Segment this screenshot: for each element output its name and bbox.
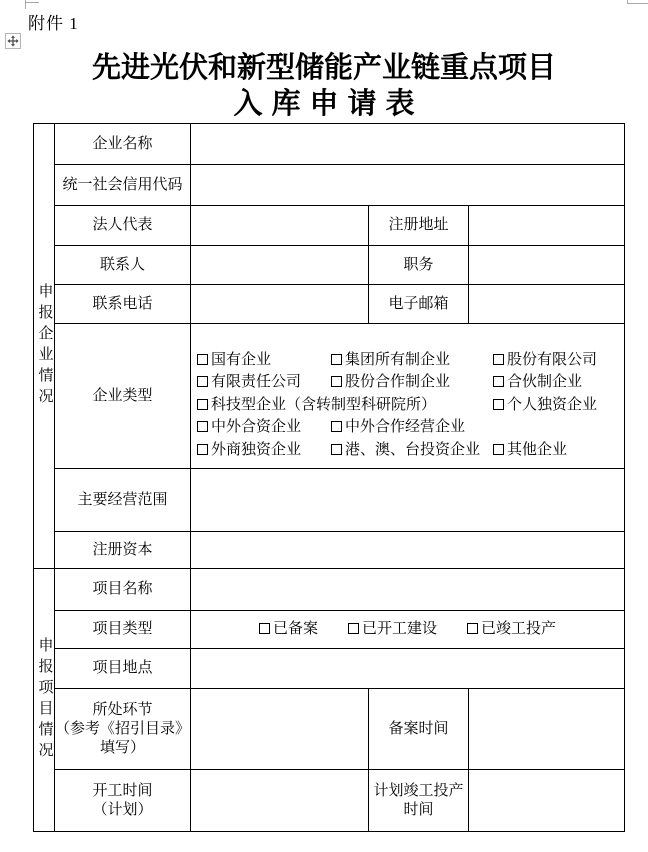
- input-cell-completion-time[interactable]: [469, 770, 625, 832]
- label-legal-rep: 法人代表: [55, 206, 191, 246]
- input-cell-contact-person[interactable]: [191, 246, 369, 285]
- checkbox-icon: [197, 376, 208, 387]
- checkbox-option-stock-cooperative[interactable]: [331, 371, 450, 394]
- checkbox-option-tech-enterprise[interactable]: [197, 394, 436, 417]
- input-cell-legal-rep[interactable]: [191, 206, 369, 246]
- checkbox-label: 有限责任公司: [211, 374, 302, 391]
- table-move-handle[interactable]: [5, 33, 21, 49]
- checkbox-icon: [197, 444, 208, 455]
- checkbox-option-sole-proprietorship[interactable]: [493, 394, 597, 417]
- checkbox-icon: [493, 399, 504, 410]
- checkbox-icon: [331, 444, 342, 455]
- label-start-time-line1: 开工时间: [92, 782, 153, 799]
- input-cell-job-title[interactable]: [469, 246, 625, 285]
- label-project-location: 项目地点: [55, 649, 191, 689]
- input-cell-email[interactable]: [469, 285, 625, 324]
- checkbox-option-construction-started[interactable]: [348, 620, 437, 639]
- input-cell-phone[interactable]: [191, 285, 369, 324]
- checkbox-icon: [197, 399, 208, 410]
- label-business-scope: 主要经营范围: [55, 469, 191, 532]
- input-cell-filing-time[interactable]: [469, 689, 625, 770]
- checkbox-option-hk-mo-tw-invested[interactable]: [331, 439, 480, 462]
- company-type-row: [197, 371, 624, 394]
- checkbox-label: 集团所有制企业: [345, 351, 451, 368]
- move-icon: [7, 35, 19, 47]
- checkbox-option-limited-liability[interactable]: [197, 371, 301, 394]
- label-credit-code: 统一社会信用代码: [55, 165, 191, 206]
- input-cell-project-location[interactable]: [191, 649, 625, 689]
- label-phone: 联系电话: [55, 285, 191, 324]
- section-label-enterprise: 申报企业情况: [36, 283, 53, 409]
- text-boundary-mark-top-right: [627, 0, 628, 4]
- application-form-table: [33, 123, 625, 832]
- label-chain-link-line3: 填写）: [99, 739, 145, 756]
- input-cell-start-time[interactable]: [191, 770, 369, 832]
- label-project-type: 项目类型: [55, 611, 191, 649]
- checkbox-icon: [467, 623, 478, 634]
- checkbox-label: 国有企业: [211, 351, 272, 368]
- checkbox-option-partnership[interactable]: [493, 371, 582, 394]
- input-cell-company-name[interactable]: [191, 124, 625, 165]
- checkbox-icon: [493, 444, 504, 455]
- checkbox-label: 已竣工投产: [481, 621, 557, 637]
- checkbox-option-other-enterprise[interactable]: [493, 439, 567, 462]
- checkbox-option-joint-stock-ltd[interactable]: [493, 349, 597, 372]
- label-reg-address: 注册地址: [369, 206, 469, 246]
- section-cell-project: [34, 569, 55, 832]
- section-label-project: 申报项目情况: [36, 637, 53, 763]
- checkbox-icon: [348, 623, 359, 634]
- form-title-line2: 入库申请表: [233, 88, 424, 120]
- company-type-row: [197, 439, 624, 462]
- checkbox-option-completed-production[interactable]: [467, 620, 556, 639]
- input-cell-reg-capital[interactable]: [191, 532, 625, 569]
- input-cell-reg-address[interactable]: [469, 206, 625, 246]
- label-project-name: 项目名称: [55, 569, 191, 611]
- input-cell-project-name[interactable]: [191, 569, 625, 611]
- checkbox-label: 合伙制企业: [507, 374, 583, 391]
- label-completion-time: [369, 770, 469, 832]
- label-reg-capital: 注册资本: [55, 532, 191, 569]
- input-cell-credit-code[interactable]: [191, 165, 625, 206]
- company-type-row: [197, 416, 624, 439]
- label-chain-link: [55, 689, 191, 770]
- project-type-options-cell: [191, 611, 625, 649]
- form-title: [0, 50, 648, 122]
- checkbox-icon: [197, 354, 208, 365]
- label-start-time-line2: （计划）: [92, 801, 153, 818]
- section-cell-enterprise: [34, 124, 55, 569]
- checkbox-icon: [493, 354, 504, 365]
- company-type-options-cell: [191, 324, 625, 469]
- label-contact-person: 联系人: [55, 246, 191, 285]
- checkbox-label: 股份有限公司: [507, 351, 598, 368]
- checkbox-label: 个人独资企业: [507, 396, 598, 413]
- checkbox-icon: [493, 376, 504, 387]
- label-completion-time-line1: 计划竣工投产: [373, 782, 464, 799]
- label-job-title: 职务: [369, 246, 469, 285]
- checkbox-icon: [331, 376, 342, 387]
- label-start-time: [55, 770, 191, 832]
- input-cell-chain-link[interactable]: [191, 689, 369, 770]
- checkbox-label: 已备案: [272, 621, 318, 637]
- label-chain-link-line2: （参考《招引目录》: [55, 720, 191, 737]
- checkbox-label: 港、澳、台投资企业: [345, 441, 481, 458]
- form-title-line1: 先进光伏和新型储能产业链重点项目: [91, 52, 556, 84]
- input-cell-business-scope[interactable]: [191, 469, 625, 532]
- checkbox-option-group-owned[interactable]: [331, 349, 450, 372]
- checkbox-option-filed[interactable]: [259, 620, 318, 639]
- checkbox-icon: [331, 354, 342, 365]
- checkbox-label: 中外合资企业: [211, 419, 302, 436]
- checkbox-icon: [331, 421, 342, 432]
- checkbox-label: 已开工建设: [362, 621, 438, 637]
- label-filing-time: 备案时间: [369, 689, 469, 770]
- text-boundary-mark-top-right: [627, 3, 648, 4]
- checkbox-icon: [259, 623, 270, 634]
- attachment-label: 附件 1: [28, 14, 79, 33]
- checkbox-option-foreign-owned[interactable]: [197, 439, 301, 462]
- label-completion-time-line2: 时间: [403, 801, 434, 818]
- company-type-row: [197, 349, 624, 372]
- checkbox-option-state-owned[interactable]: [197, 349, 271, 372]
- checkbox-label: 中外合作经营企业: [345, 419, 466, 436]
- label-email: 电子邮箱: [369, 285, 469, 324]
- checkbox-option-sino-foreign-coop[interactable]: [331, 416, 465, 439]
- checkbox-label: 其他企业: [507, 441, 568, 458]
- checkbox-label: 外商独资企业: [211, 441, 302, 458]
- label-company-type: 企业类型: [55, 324, 191, 469]
- checkbox-label: 科技型企业（含转制型科研院所）: [211, 396, 437, 413]
- text-boundary-mark-top-left: [25, 2, 39, 3]
- checkbox-label: 股份合作制企业: [345, 374, 451, 391]
- label-chain-link-line1: 所处环节: [92, 701, 153, 718]
- checkbox-option-sino-foreign-jv[interactable]: [197, 416, 301, 439]
- company-type-row: [197, 394, 624, 417]
- label-company-name: 企业名称: [55, 124, 191, 165]
- checkbox-icon: [197, 421, 208, 432]
